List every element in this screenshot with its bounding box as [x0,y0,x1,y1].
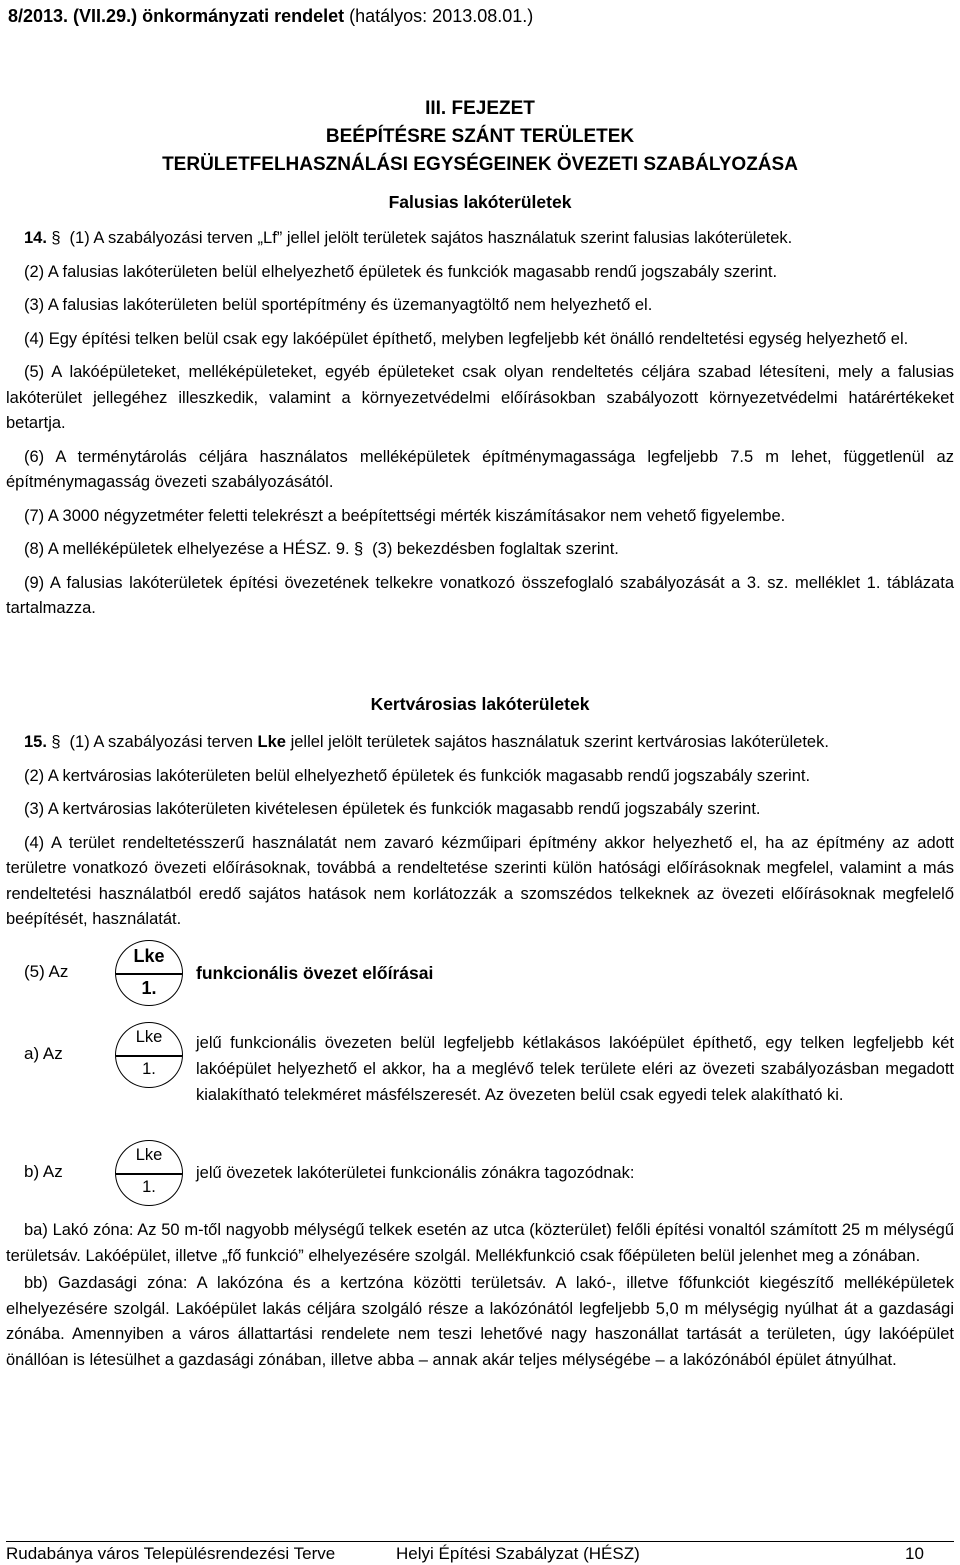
sec14-para-7: (7) A 3000 négyzetméter feletti telekrészt a beépítettségi mérték kiszámításakor nem vehető figyelembe. [24,506,786,525]
section-number: 15. [24,733,47,751]
header-title: 8/2013. (VII.29.) önkormányzati rendelet [8,6,345,26]
section-15-body [6,730,954,933]
chapter-title: BEÉPÍTÉSRE SZÁNT TERÜLETEK [325,126,635,147]
footer-left: Rudabánya város Településrendezési Terve [6,1544,336,1563]
zone-symbol-code: Lke [135,1146,163,1164]
zone-label: b) Az [24,1162,63,1181]
section-number: 14. [24,229,47,247]
zone-code: Lke [257,733,286,751]
sec14-para-9: (9) A falusias lakóterületek építési övezetének telkekre vonatkozó összefoglaló szabályozását a 3. sz. melléklet 1. táblázata tartalmazza. [6,573,954,617]
footer-center: Helyi Építési Szabályzat (HÉSZ) [396,1544,640,1563]
chapter-subtitle: TERÜLETFELHASZNÁLÁSI EGYSÉGEINEK ÖVEZETI SZABÁLYOZÁSA [162,154,798,175]
section-sign: § [51,229,61,247]
zone-symbol-number: 1. [142,1060,156,1078]
sec14-para-4: (4) Egy építési telken belül csak egy lakóépület építhető, melyben legfeljebb két önálló rendeltetési egység helyezhető el. [24,329,909,348]
zone-label: a) Az [24,1044,63,1063]
section-14-body [6,226,954,622]
header-effective-date: (hatályos: 2013.08.01.) [344,6,534,26]
zone-description: jelű övezetek lakóterületei funkcionális zónákra tagozódnak: [196,1164,635,1182]
zone-symbol [115,940,183,1006]
section-sign: § [354,540,364,558]
sec14-para-2: (2) A falusias lakóterületen belül elhelyezhető épületek és funkciók magasabb rendű jogszabály szerint. [24,262,778,281]
sec14-para-6: (6) A terménytárolás céljára használatos melléképületek építménymagassága legfeljebb 7.5 m lehet, függetlenül az építménymagasság övezeti szabályozásától. [6,447,954,491]
sec14-para-3: (3) A falusias lakóterületen belül sportépítmény és üzemanyagtöltő nem helyezhető el. [24,296,653,314]
sec15-para-4: (4) A terület rendeltetésszerű használatát nem zavaró kézműipari építmény akkor helyezhető el, ha az építmény az adott területre vonatkozó övezeti előírásoknak, továbbá a rendeltetése szerinti külön hatósági előírásoknak megfelel, valamint a más rendeltetési használatból eredő sajátos hatások nem korlátozzák a szomszédos telkeknek az övezeti előírásoknak megfelelő beépítését, használatát. [6,833,954,928]
zone-symbol-number: 1. [142,1178,156,1196]
sec14-para-8: (8) A melléképületek elhelyezése a HÉSZ. 9. § (3) bekezdésben foglaltak szerint. [6,537,954,563]
sec15-para-1: 15. § (1) A szabályozási terven Lke jellel jelölt területek sajátos használatuk szerint kertvárosias lakóterületek. [6,730,954,756]
sec14-para-5: (5) A lakóépületeket, melléképületeket, egyéb épületeket csak olyan rendeltetés céljára szabad létesíteni, mely a falusias lakóterület jellegéhez illeszkedik, valamint a környezetvédelmi előírásokban szabályozott környezetvédelmi határértékeket betartja. [6,363,954,432]
sec14-para-1: 14. § (1) A szabályozási terven „Lf” jellel jelölt területek sajátos használatuk szerint falusias lakóterületek. [6,226,954,252]
lako-zona-para: ba) Lakó zóna: Az 50 m-től nagyobb mélységű telkek esetén az utca (közterület) felőli építési vonaltól számított 25 m mélységű területsáv. Lakóépület, illetve „fő funkció” elhelyezésére szolgál. Mellékfunkció csak főépületen belül jelenhet meg a zónában. [6,1221,954,1265]
zone-symbol-code: Lke [135,1028,163,1046]
zone-description: jelű funkcionális övezeten belül legfeljebb kétlakásos lakóépület építhető, egy telken legfeljebb két lakóépület helyezhető el akkor, ha a meglévő telek területe eléri az övezeti szabályozásban megadott kialakítható telekméret másfélszeresét. Az övezeten belül csak egyedi telek alakítható ki. [196,1034,954,1104]
sec15-para-3: (3) A kertvárosias lakóterületen kivételesen épületek és funkciók magasabb rendű jogszabály szerint. [24,800,761,818]
zone-subsections [6,1218,954,1373]
chapter-number: III. FEJEZET [425,98,535,119]
zone-symbol-number: 1. [141,978,157,998]
section-14-heading: Falusias lakóterületek [388,192,572,212]
zone-symbol [115,1022,183,1088]
document-header [8,6,533,27]
zone-description: funkcionális övezet előírásai [196,963,434,983]
section-15-heading: Kertvárosias lakóterületek [370,694,590,714]
footer-rule [6,1541,954,1542]
chapter-heading [0,95,960,179]
zone-code: Lf [263,229,277,247]
gazdasagi-zona-para: bb) Gazdasági zóna: A lakózóna és a kertzóna közötti területsáv. A lakó-, illetve főfunkciót kiegészítő melléképületek elhelyezésére szolgál. Lakóépület lakás céljára szolgáló része a lakózónától legfeljebb 5,0 m mélységig nyúlhat át a gazdasági zónába. Amennyiben a város állattartási rendelete nem teszi lehetővé nagy haszonállat tartását a területen, úgy lakóépület önállóan is létesülhet a gazdasági zónában, illetve abba – annak akár teljes mélységébe – a lakózónából épület átnyúlhat. [6,1274,954,1369]
zone-symbol-code: Lke [133,946,165,966]
page-number: 10 [905,1544,924,1563]
zone-label: (5) Az [24,962,69,981]
sec15-para-2: (2) A kertvárosias lakóterületen belül elhelyezhető épületek és funkciók magasabb rendű jogszabály szerint. [24,766,811,785]
section-sign: § [51,733,61,751]
zone-symbol [115,1140,183,1206]
